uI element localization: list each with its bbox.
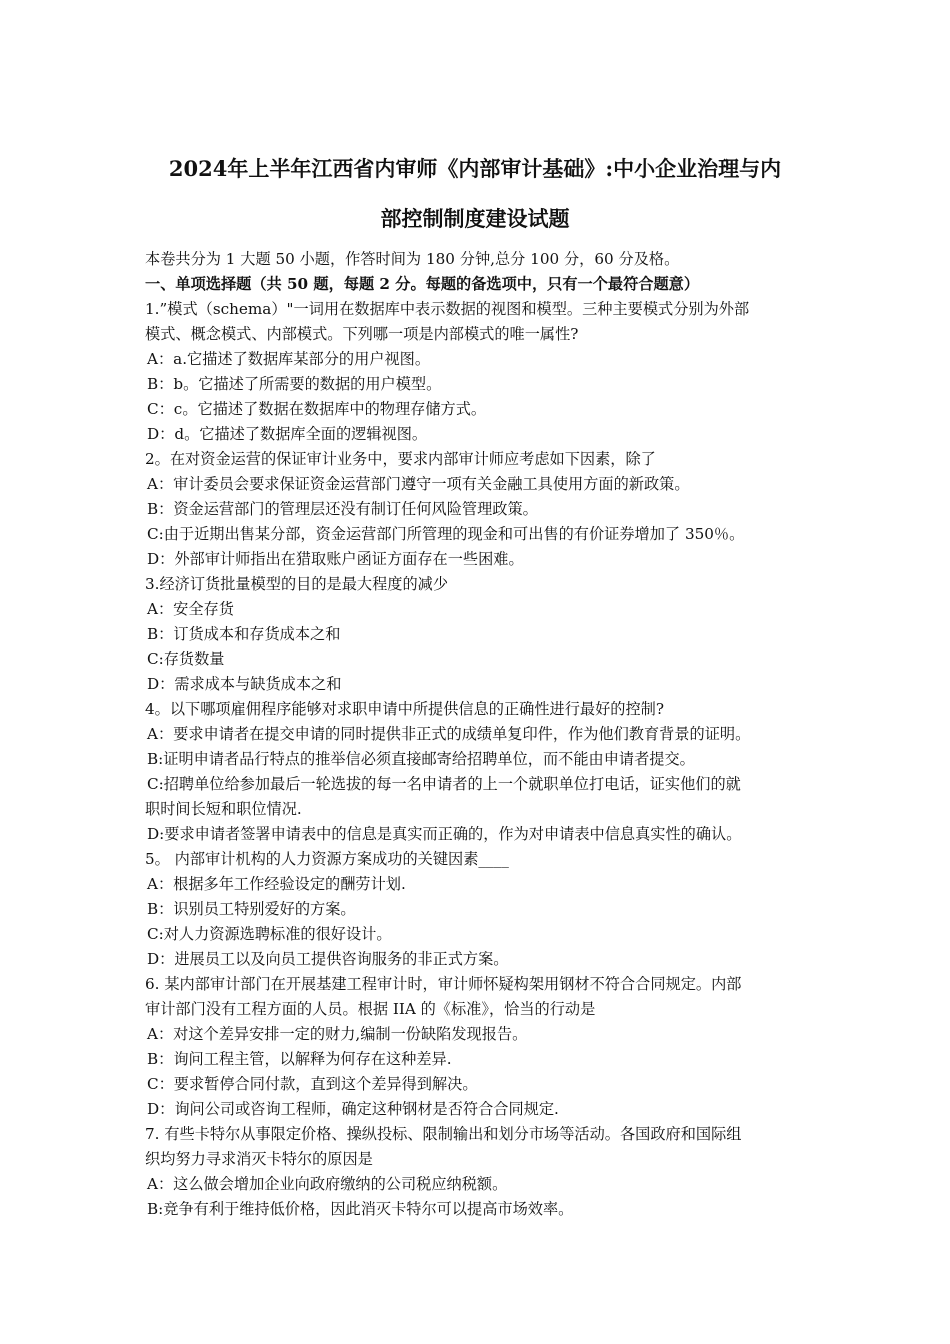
question-text-line: 审计部门没有工程方面的人员。根据 IIA 的《标准》，恰当的行动是 [145,1000,596,1018]
question-text-line: 模式、概念模式、内部模式。下列哪一项是内部模式的唯一属性? [145,325,579,343]
answer-option-line: A：对这个差异安排一定的财力,编制一份缺陷发现报告。 [147,1025,528,1043]
answer-option-line: B：询问工程主管，以解释为何存在这种差异. [147,1050,452,1068]
answer-option-line: D:要求申请者签署申请表中的信息是真实而正确的，作为对申请表中信息真实性的确认。 [147,825,742,843]
question-text-line: 职时间长短和职位情况. [145,800,302,818]
question-text-line: 5。 内部审计机构的人力资源方案成功的关键因素____ [145,850,509,868]
answer-option-line: D：需求成本与缺货成本之和 [147,675,342,693]
question-text-line: 7. 有些卡特尔从事限定价格、操纵投标、限制输出和划分市场等活动。各国政府和国际组 [145,1125,742,1143]
question-text-line: 2。在对资金运营的保证审计业务中，要求内部审计师应考虑如下因素，除了 [145,450,656,468]
question-list [145,297,809,1222]
answer-option-line: B:竞争有利于维持低价格，因此消灭卡特尔可以提高市场效率。 [147,1200,574,1218]
answer-option-line: C:存货数量 [147,650,225,668]
answer-option-line: A：这么做会增加企业向政府缴纳的公司税应纳税额。 [147,1175,508,1193]
question-text-line: 1.”模式（schema）"一词用在数据库中表示数据的视图和模型。三种主要模式分别为外部 [145,300,750,318]
answer-option-line: B：识别员工特别爱好的方案。 [147,900,356,918]
answer-option-line: B：b。它描述了所需要的数据的用户模型。 [147,375,442,393]
answer-option-line: C:招聘单位给参加最后一轮选拔的每一名申请者的上一个就职单位打电话，证实他们的就 [147,775,741,793]
answer-option-line: A：要求申请者在提交申请的同时提供非正式的成绩单复印件，作为他们教育背景的证明。 [147,725,751,743]
answer-option-line: D：进展员工以及向员工提供咨询服务的非正式方案。 [147,950,509,968]
document-title-line-2: 部控制制度建设试题 [380,206,570,231]
answer-option-line: B：订货成本和存货成本之和 [147,625,341,643]
exam-intro: 本卷共分为 1 大题 50 小题，作答时间为 180 分钟,总分 100 分，60 分及格。 [145,250,680,268]
answer-option-line: A：安全存货 [147,600,234,618]
answer-option-line: C:由于近期出售某分部，资金运营部门所管理的现金和可出售的有价证券增加了 350％。 [147,525,745,543]
answer-option-line: D：外部审计师指出在猎取账户函证方面存在一些困难。 [147,550,524,568]
answer-option-line: C：c。它描述了数据在数据库中的物理存储方式。 [147,400,487,418]
document-body [145,247,809,1222]
answer-option-line: B：资金运营部门的管理层还没有制订任何风险管理政策。 [147,500,538,518]
document-title-line-1: 2024年上半年江西省内审师《内部审计基础》:中小企业治理与内 [168,156,782,181]
question-text-line: 6. 某内部审计部门在开展基建工程审计时，审计师怀疑构架用钢材不符合合同规定。内部 [145,975,742,993]
question-text-line: 3.经济订货批量模型的目的是最大程度的减少 [145,575,449,593]
section-heading: 一、单项选择题（共 50 题，每题 2 分。每题的备选项中，只有一个最符合题意） [145,275,700,293]
answer-option-line: D：d。它描述了数据库全面的逻辑视图。 [147,425,428,443]
question-text-line: 织均努力寻求消灭卡特尔的原因是 [145,1150,373,1168]
answer-option-line: A：根据多年工作经验设定的酬劳计划. [147,875,406,893]
answer-option-line: A：a.它描述了数据库某部分的用户视图。 [147,350,431,368]
answer-option-line: C:对人力资源选聘标准的很好设计。 [147,925,392,943]
answer-option-line: A：审计委员会要求保证资金运营部门遵守一项有关金融工具使用方面的新政策。 [147,475,690,493]
question-text-line: 4。以下哪项雇佣程序能够对求职申请中所提供信息的正确性进行最好的控制? [145,700,664,718]
answer-option-line: B:证明申请者品行特点的推举信必须直接邮寄给招聘单位，而不能由申请者提交。 [147,750,695,768]
answer-option-line: C：要求暂停合同付款，直到这个差异得到解决。 [147,1075,478,1093]
answer-option-line: D：询问公司或咨询工程师，确定这种钢材是否符合合同规定. [147,1100,559,1118]
